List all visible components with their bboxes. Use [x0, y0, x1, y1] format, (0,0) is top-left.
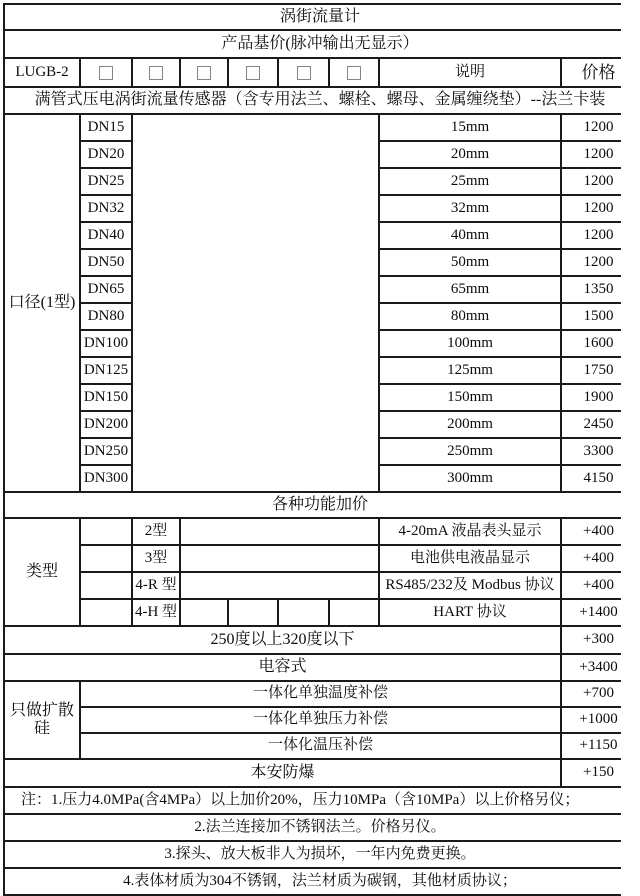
empty-cell: [181, 573, 378, 598]
checkbox-cell: [81, 59, 131, 86]
dn-size-cell: DN15: [81, 115, 131, 140]
diameter-section-label: 口径(1型): [5, 115, 79, 491]
empty-cell: [81, 600, 131, 625]
checkbox-cell: [279, 59, 328, 86]
dn-price-cell: 1500: [562, 304, 635, 329]
note-row: 注：1.压力4.0MPa(含4MPa）以上加价20%，压力10MPa（含10MPa）以上价格另仪；: [5, 788, 635, 813]
dn-price-cell: 1200: [562, 115, 635, 140]
sensor-description-row: 满管式压电涡街流量传感器（含专用法兰、螺栓、螺母、金属缠绕垫）--法兰卡装: [5, 88, 635, 113]
empty-cell: [229, 600, 277, 625]
capacitive-row-desc: 电容式: [5, 655, 560, 680]
checkbox-cell: [229, 59, 277, 86]
dn-desc-cell: 200mm: [380, 412, 560, 437]
compensation-price-cell: +1150: [562, 734, 635, 758]
type-desc-cell: HART 协议: [380, 600, 560, 625]
type-desc-cell: 4-20mA 液晶表头显示: [380, 519, 560, 544]
dn-desc-cell: 25mm: [380, 169, 560, 194]
price-column-header: 价格: [562, 59, 635, 86]
dn-desc-cell: 40mm: [380, 223, 560, 248]
table-title: 涡街流量计: [5, 5, 635, 29]
empty-cell: [81, 519, 131, 544]
dn-size-cell: DN32: [81, 196, 131, 221]
dn-size-cell: DN150: [81, 385, 131, 410]
type-price-cell: +1400: [562, 600, 635, 625]
dn-price-cell: 2450: [562, 412, 635, 437]
empty-cell: [330, 600, 378, 625]
diffusion-silicon-label: 只做扩散硅: [5, 682, 79, 758]
dn-price-cell: 1200: [562, 196, 635, 221]
model-cell: LUGB-2: [5, 59, 79, 86]
empty-checkbox-icon: [246, 66, 260, 80]
dn-price-cell: 1200: [562, 169, 635, 194]
dn-price-cell: 1200: [562, 250, 635, 275]
intrinsic-safety-desc: 本安防爆: [5, 760, 560, 786]
empty-checkbox-icon: [197, 66, 211, 80]
checkbox-cell: [133, 59, 179, 86]
base-price-header: 产品基价(脉冲输出无显示）: [5, 31, 635, 57]
dn-desc-cell: 15mm: [380, 115, 560, 140]
type-section-label: 类型: [5, 519, 79, 625]
empty-cell: [81, 546, 131, 571]
dn-desc-cell: 150mm: [380, 385, 560, 410]
type-name-cell: 2型: [133, 519, 179, 544]
dn-size-cell: DN25: [81, 169, 131, 194]
dn-size-cell: DN100: [81, 331, 131, 356]
checkbox-cell: [330, 59, 378, 86]
empty-checkbox-icon: [99, 66, 113, 80]
compensation-price-cell: +700: [562, 682, 635, 706]
type-name-cell: 4-H 型: [133, 600, 179, 625]
type-price-cell: +400: [562, 546, 635, 571]
compensation-desc-cell: 一体化单独压力补偿: [81, 708, 560, 732]
dn-price-cell: 1200: [562, 142, 635, 167]
empty-cell: [81, 573, 131, 598]
type-price-cell: +400: [562, 573, 635, 598]
dn-price-cell: 3300: [562, 439, 635, 464]
note-row: 4.表体材质为304不锈钢，法兰材质为碳钢，其他材质协议；: [5, 869, 635, 894]
dn-desc-cell: 300mm: [380, 466, 560, 491]
empty-checkbox-icon: [347, 66, 361, 80]
intrinsic-safety-price: +150: [562, 760, 635, 786]
dn-desc-cell: 125mm: [380, 358, 560, 383]
compensation-desc-cell: 一体化单独温度补偿: [81, 682, 560, 706]
dn-desc-cell: 32mm: [380, 196, 560, 221]
dn-size-cell: DN250: [81, 439, 131, 464]
type-desc-cell: RS485/232及 Modbus 协议: [380, 573, 560, 598]
empty-cell: [181, 519, 378, 544]
dn-size-cell: DN80: [81, 304, 131, 329]
dn-price-cell: 1350: [562, 277, 635, 302]
dn-size-cell: DN125: [81, 358, 131, 383]
dn-size-cell: DN200: [81, 412, 131, 437]
dn-price-cell: 1600: [562, 331, 635, 356]
high-temp-price: +300: [562, 627, 635, 653]
note-row: 3.探头、放大板非人为损坏，一年内免费更换。: [5, 842, 635, 867]
empty-cell: [181, 600, 227, 625]
compensation-price-cell: +1000: [562, 708, 635, 732]
dn-desc-cell: 100mm: [380, 331, 560, 356]
compensation-desc-cell: 一体化温压补偿: [81, 734, 560, 758]
dn-size-cell: DN65: [81, 277, 131, 302]
price-table: [3, 3, 621, 896]
empty-cell: [133, 115, 378, 491]
type-price-cell: +400: [562, 519, 635, 544]
capacitive-price: +3400: [562, 655, 635, 680]
dn-desc-cell: 250mm: [380, 439, 560, 464]
type-desc-cell: 电池供电液晶显示: [380, 546, 560, 571]
dn-size-cell: DN40: [81, 223, 131, 248]
dn-desc-cell: 65mm: [380, 277, 560, 302]
note-row: 2.法兰连接加不锈钢法兰。价格另仪。: [5, 815, 635, 840]
empty-checkbox-icon: [297, 66, 311, 80]
empty-cell: [181, 546, 378, 571]
high-temp-row-desc: 250度以上320度以下: [5, 627, 560, 653]
desc-column-header: 说明: [380, 59, 560, 86]
dn-size-cell: DN20: [81, 142, 131, 167]
type-name-cell: 3型: [133, 546, 179, 571]
dn-desc-cell: 20mm: [380, 142, 560, 167]
dn-price-cell: 1900: [562, 385, 635, 410]
dn-desc-cell: 50mm: [380, 250, 560, 275]
type-name-cell: 4-R 型: [133, 573, 179, 598]
dn-price-cell: 1750: [562, 358, 635, 383]
surcharge-section-header: 各种功能加价: [5, 493, 635, 517]
empty-cell: [279, 600, 328, 625]
dn-desc-cell: 80mm: [380, 304, 560, 329]
dn-size-cell: DN50: [81, 250, 131, 275]
dn-price-cell: 1200: [562, 223, 635, 248]
empty-checkbox-icon: [149, 66, 163, 80]
dn-price-cell: 4150: [562, 466, 635, 491]
checkbox-cell: [181, 59, 227, 86]
dn-size-cell: DN300: [81, 466, 131, 491]
